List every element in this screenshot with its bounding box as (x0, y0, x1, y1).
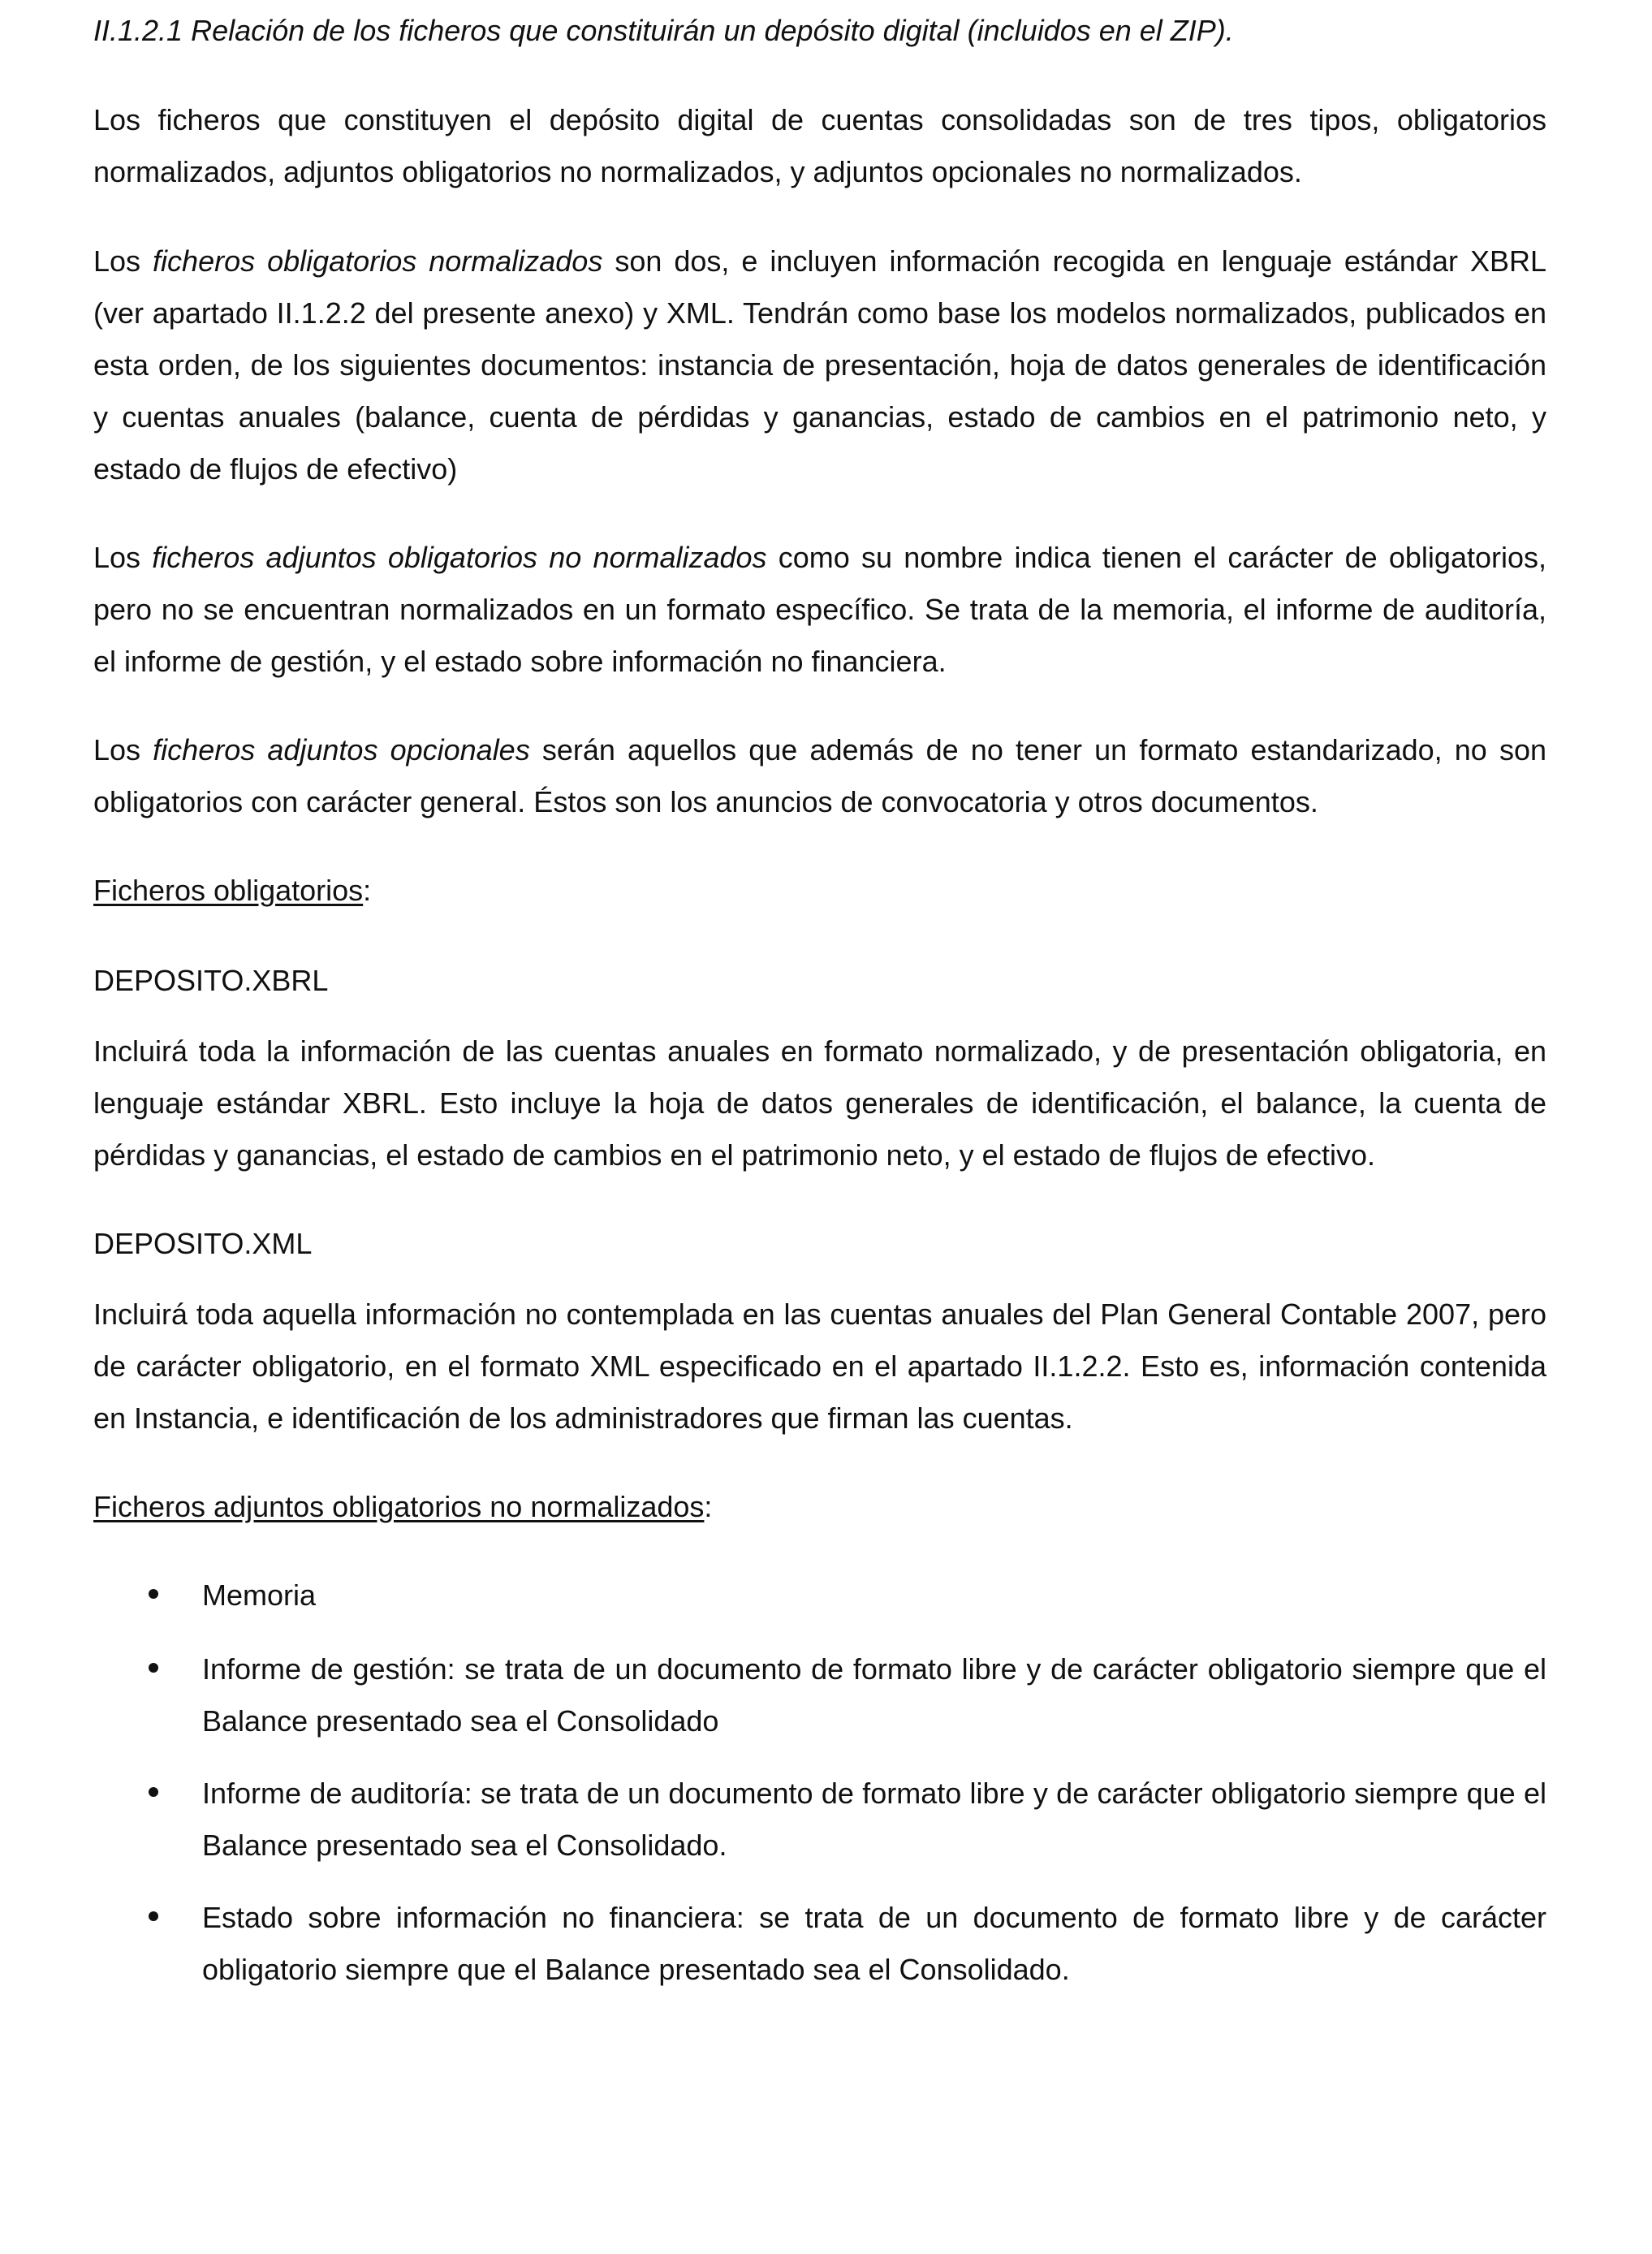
paragraph-xbrl-description: Incluirá toda la información de las cuentas anuales en formato normalizado, y de presentación obligatoria, en lenguaje estándar XBRL. Esto incluye la hoja de datos generales de identificación, el balance, la cuenta de pérdidas y ganancias, el estado de cambios en el patrimonio neto, y el estado de flujos de efectivo. (93, 1034, 1546, 1172)
paragraph-prefix: Los (93, 541, 153, 574)
list-item-text: Informe de auditoría: se trata de un documento de formato libre y de carácter obligatorio siempre que el Balance presentado sea el Consolidado. (202, 1777, 1546, 1862)
emphasis-term: ficheros obligatorios normalizados (153, 244, 603, 278)
bullet-icon (149, 1911, 158, 1921)
paragraph-body: como su nombre indica tienen el carácter de obligatorios, pero no se encuentran normalizados en un formato específico. Se trata de la memoria, el informe de auditoría, el informe de gestión, y el estado sobre información no financiera. (93, 541, 1547, 678)
section-title: II.1.2.1 Relación de los ficheros que constituirán un depósito digital (incluidos en el ZIP). (93, 14, 1234, 47)
emphasis-term: ficheros adjuntos opcionales (153, 733, 530, 766)
paragraph-body: son dos, e incluyen información recogida en lenguaje estándar XBRL (ver apartado II.1.2.2 del presente anexo) y XML. Tendrán como base los modelos normalizados, publicados en esta orden, de los siguientes documentos: instancia de presentación, hoja de datos generales de identificación y cuentas anuales (balance, cuenta de pérdidas y ganancias, estado de cambios en el patrimonio neto, y estado de flujos de efectivo) (93, 244, 1546, 486)
heading-ficheros-obligatorios (93, 873, 371, 909)
heading-ficheros-adjuntos (93, 1489, 712, 1525)
filename-xml: DEPOSITO.XML (93, 1227, 313, 1260)
list-item-text: Memoria (202, 1578, 317, 1612)
heading-colon: : (704, 1490, 713, 1523)
heading-text: Ficheros obligatorios (93, 874, 364, 907)
list-item-text: Informe de gestión: se trata de un documento de formato libre y de carácter obligatorio siempre que el Balance presentado sea el Consolidado (202, 1652, 1546, 1738)
paragraph-prefix: Los (93, 244, 153, 278)
paragraph-xml-description: Incluirá toda aquella información no contemplada en las cuentas anuales del Plan General Contable 2007, pero de carácter obligatorio, en el formato XML especificado en el apartado II.1.2.2. Esto es, información contenida en Instancia, e identificación de los administradores que firman las cuentas. (93, 1298, 1546, 1435)
paragraph-adjuntos-obligatorios (93, 532, 1546, 688)
bullet-icon (149, 1787, 158, 1797)
paragraph-intro: Los ficheros que constituyen el depósito digital de cuentas consolidadas son de tres tipos, obligatorios normalizados, adjuntos obligatorios no normalizados, y adjuntos opcionales no normalizados. (93, 103, 1546, 188)
paragraph-body: serán aquellos que además de no tener un formato estandarizado, no son obligatorios con carácter general. Éstos son los anuncios de convocatoria y otros documentos. (93, 733, 1547, 818)
paragraph-prefix: Los (93, 733, 153, 766)
list-item-text: Estado sobre información no financiera: se trata de un documento de formato libre y de carácter obligatorio siempre que el Balance presentado sea el Consolidado. (202, 1901, 1546, 1986)
bullet-icon (149, 1663, 158, 1673)
heading-colon: : (363, 874, 372, 907)
paragraph-adjuntos-opcionales (93, 724, 1546, 828)
paragraph-obligatorios-normalizados (93, 235, 1546, 495)
heading-text: Ficheros adjuntos obligatorios no normalizados (93, 1490, 705, 1523)
filename-xbrl: DEPOSITO.XBRL (93, 964, 329, 997)
emphasis-term: ficheros adjuntos obligatorios no normalizados (152, 541, 767, 574)
bullet-icon (149, 1589, 158, 1599)
